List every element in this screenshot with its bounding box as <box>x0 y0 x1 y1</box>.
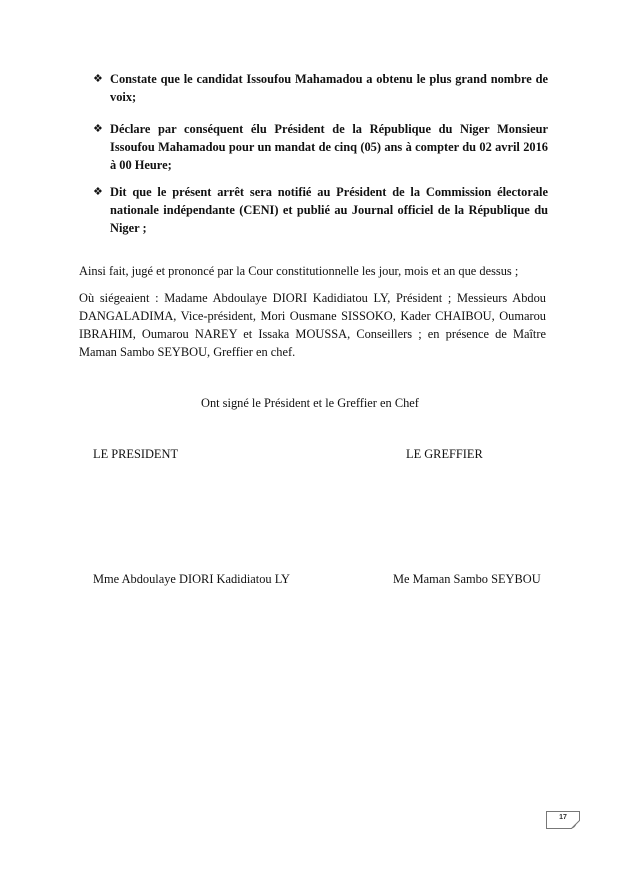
diamond-bullet-icon: ❖ <box>93 186 103 198</box>
bullet-item <box>93 120 548 174</box>
folded-corner-icon <box>571 820 580 829</box>
page-number: 17 <box>559 814 567 821</box>
bullet-text: Dit que le présent arrêt sera notifié au Président de la Commission électorale nationale indépendante (CENI) et publié au Journal officiel de la République du Niger ; <box>110 185 548 235</box>
bullet-text: Déclare par conséquent élu Président de la République du Niger Monsieur Issoufou Mahamadou pour un mandat de cinq (05) ans à compter du 02 avril 2016 à 00 Heure; <box>110 122 548 172</box>
diamond-bullet-icon: ❖ <box>93 123 103 135</box>
attendees-paragraph: Où siégeaient : Madame Abdoulaye DIORI Kadidiatou LY, Président ; Messieurs Abdou DANGALADIMA, Vice-président, Mori Ousmane SISSOKO, Kader CHAIBOU, Oumarou IBRAHIM, Oumarou NAREY et Issaka MOUSSA, Conseillers ; en présence de Maître Maman Sambo SEYBOU, Greffier en chef. <box>79 291 546 359</box>
greffier-title: LE GREFFIER <box>406 447 483 461</box>
greffier-name: Me Maman Sambo SEYBOU <box>393 572 541 586</box>
diamond-bullet-icon: ❖ <box>93 73 103 85</box>
president-title: LE PRESIDENT <box>93 447 179 461</box>
page-number-box <box>546 811 580 829</box>
president-name: Mme Abdoulaye DIORI Kadidiatou LY <box>93 572 290 586</box>
closing-statement: Ainsi fait, jugé et prononcé par la Cour constitutionnelle les jour, mois et an que dessus ; <box>79 264 519 278</box>
signature-line: Ont signé le Président et le Greffier en Chef <box>201 396 419 410</box>
bullet-text: Constate que le candidat Issoufou Mahamadou a obtenu le plus grand nombre de voix; <box>110 72 548 104</box>
bullet-item <box>93 183 548 237</box>
bullet-item <box>93 70 548 106</box>
